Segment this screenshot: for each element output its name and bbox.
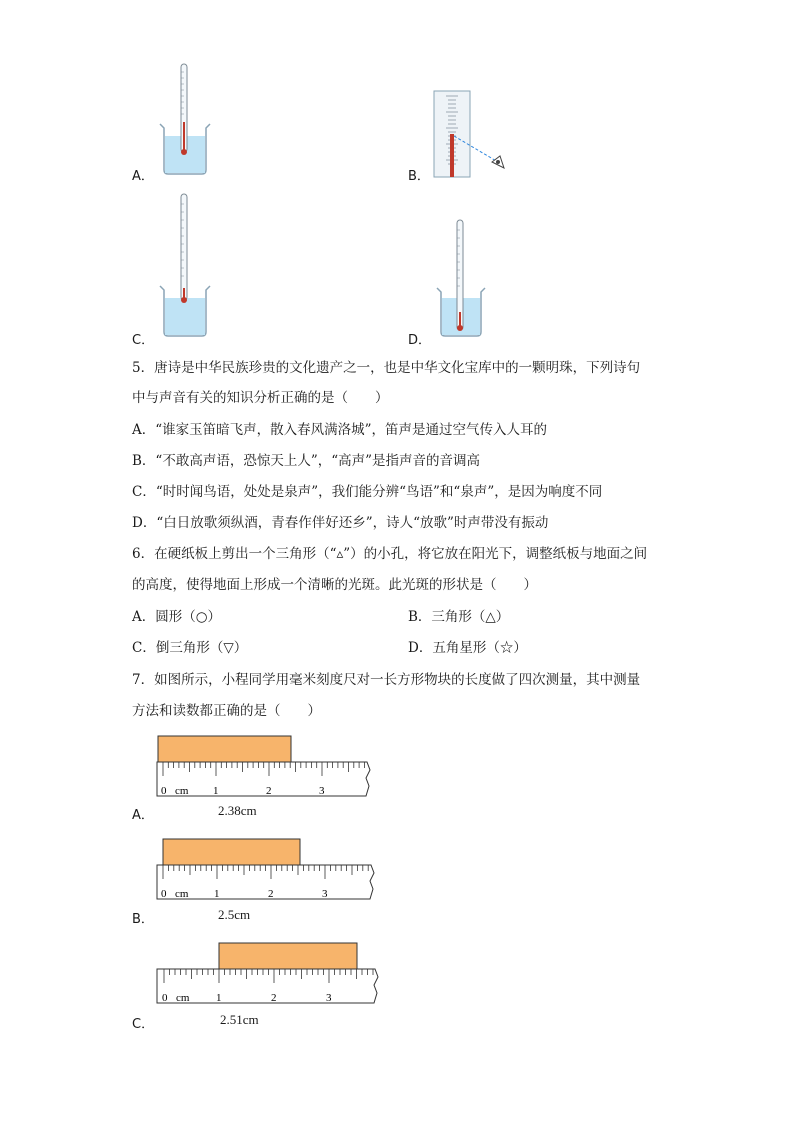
q6-option-a[interactable]: A．圆形（○） <box>132 609 222 625</box>
ruler-b-label-3: 3 <box>322 888 328 900</box>
beaker-thermometer-c <box>156 192 214 342</box>
ruler-b-unit: cm <box>175 888 189 900</box>
q6-option-c[interactable]: C．倒三角形（▽） <box>132 640 248 656</box>
ruler-b-label-0: 0 <box>161 888 167 900</box>
beaker-thermometer-d <box>434 218 488 342</box>
ruler-c-unit: cm <box>176 992 190 1004</box>
q7-option-b-label[interactable]: B． <box>132 912 154 927</box>
q5-option-c[interactable]: C．“时时闻鸟语，处处是泉声”，我们能分辨“鸟语”和“泉声”，是因为响度不同 <box>132 484 603 500</box>
q6-stem-line-2: 的高度，使得地面上形成一个清晰的光斑。此光斑的形状是（ ） <box>132 577 537 593</box>
q6-stem-line-1: 6．在硬纸板上剪出一个三角形（“▵”）的小孔，将它放在阳光下，调整纸板与地面之间 <box>132 546 648 562</box>
ruler-a-label-0: 0 <box>161 785 167 797</box>
q4-option-d-label[interactable]: D． <box>408 333 432 348</box>
ruler-c-label-0: 0 <box>162 992 168 1004</box>
q7-reading-c: 2.51cm <box>220 1012 259 1027</box>
q7-option-a-label[interactable]: A． <box>132 808 154 823</box>
ruler-c-label-2: 2 <box>271 992 277 1004</box>
q6-option-d[interactable]: D．五角星形（☆） <box>408 640 527 656</box>
q4-option-b-label[interactable]: B． <box>408 169 430 184</box>
q7-ruler-figure-b <box>154 837 380 903</box>
ruler-c-label-3: 3 <box>326 992 332 1004</box>
ruler-a-label-3: 3 <box>319 785 325 797</box>
q7-option-c-label[interactable]: C． <box>132 1017 155 1032</box>
q7-reading-b: 2.5cm <box>218 907 251 922</box>
thermometer-scale-eye-b <box>432 90 512 180</box>
q5-option-d[interactable]: D．“白日放歌须纵酒，青春作伴好还乡”，诗人“放歌”时声带没有振动 <box>132 515 549 531</box>
q7-reading-a: 2.38cm <box>218 803 257 818</box>
q7-ruler-figure-a <box>154 734 376 800</box>
q4-option-a-label[interactable]: A． <box>132 169 154 184</box>
q4-option-c-label[interactable]: C． <box>132 333 155 348</box>
ruler-c-label-1: 1 <box>216 992 222 1004</box>
q5-stem-line-1: 5．唐诗是中华民族珍贵的文化遗产之一，也是中华文化宝库中的一颗明珠，下列诗句 <box>132 360 641 376</box>
q7-stem-line-2: 方法和读数都正确的是（ ） <box>132 703 321 719</box>
ruler-a-unit: cm <box>175 785 189 797</box>
ruler-a-label-2: 2 <box>266 785 272 797</box>
q5-option-a[interactable]: A．“谁家玉笛暗飞声，散入春风满洛城”，笛声是通过空气传入人耳的 <box>132 422 548 438</box>
ruler-a-label-1: 1 <box>213 785 219 797</box>
q7-stem-line-1: 7．如图所示，小程同学用毫米刻度尺对一长方形物块的长度做了四次测量，其中测量 <box>132 672 641 688</box>
q5-stem-line-2: 中与声音有关的知识分析正确的是（ ） <box>132 390 389 406</box>
q6-option-b[interactable]: B．三角形（△） <box>408 609 510 625</box>
q5-option-b[interactable]: B．“不敢高声语，恐惊天上人”，“高声”是指声音的音调高 <box>132 453 481 469</box>
beaker-thermometer-a <box>156 62 214 180</box>
q7-ruler-figure-c <box>154 941 384 1007</box>
ruler-b-label-1: 1 <box>214 888 220 900</box>
ruler-b-label-2: 2 <box>268 888 274 900</box>
